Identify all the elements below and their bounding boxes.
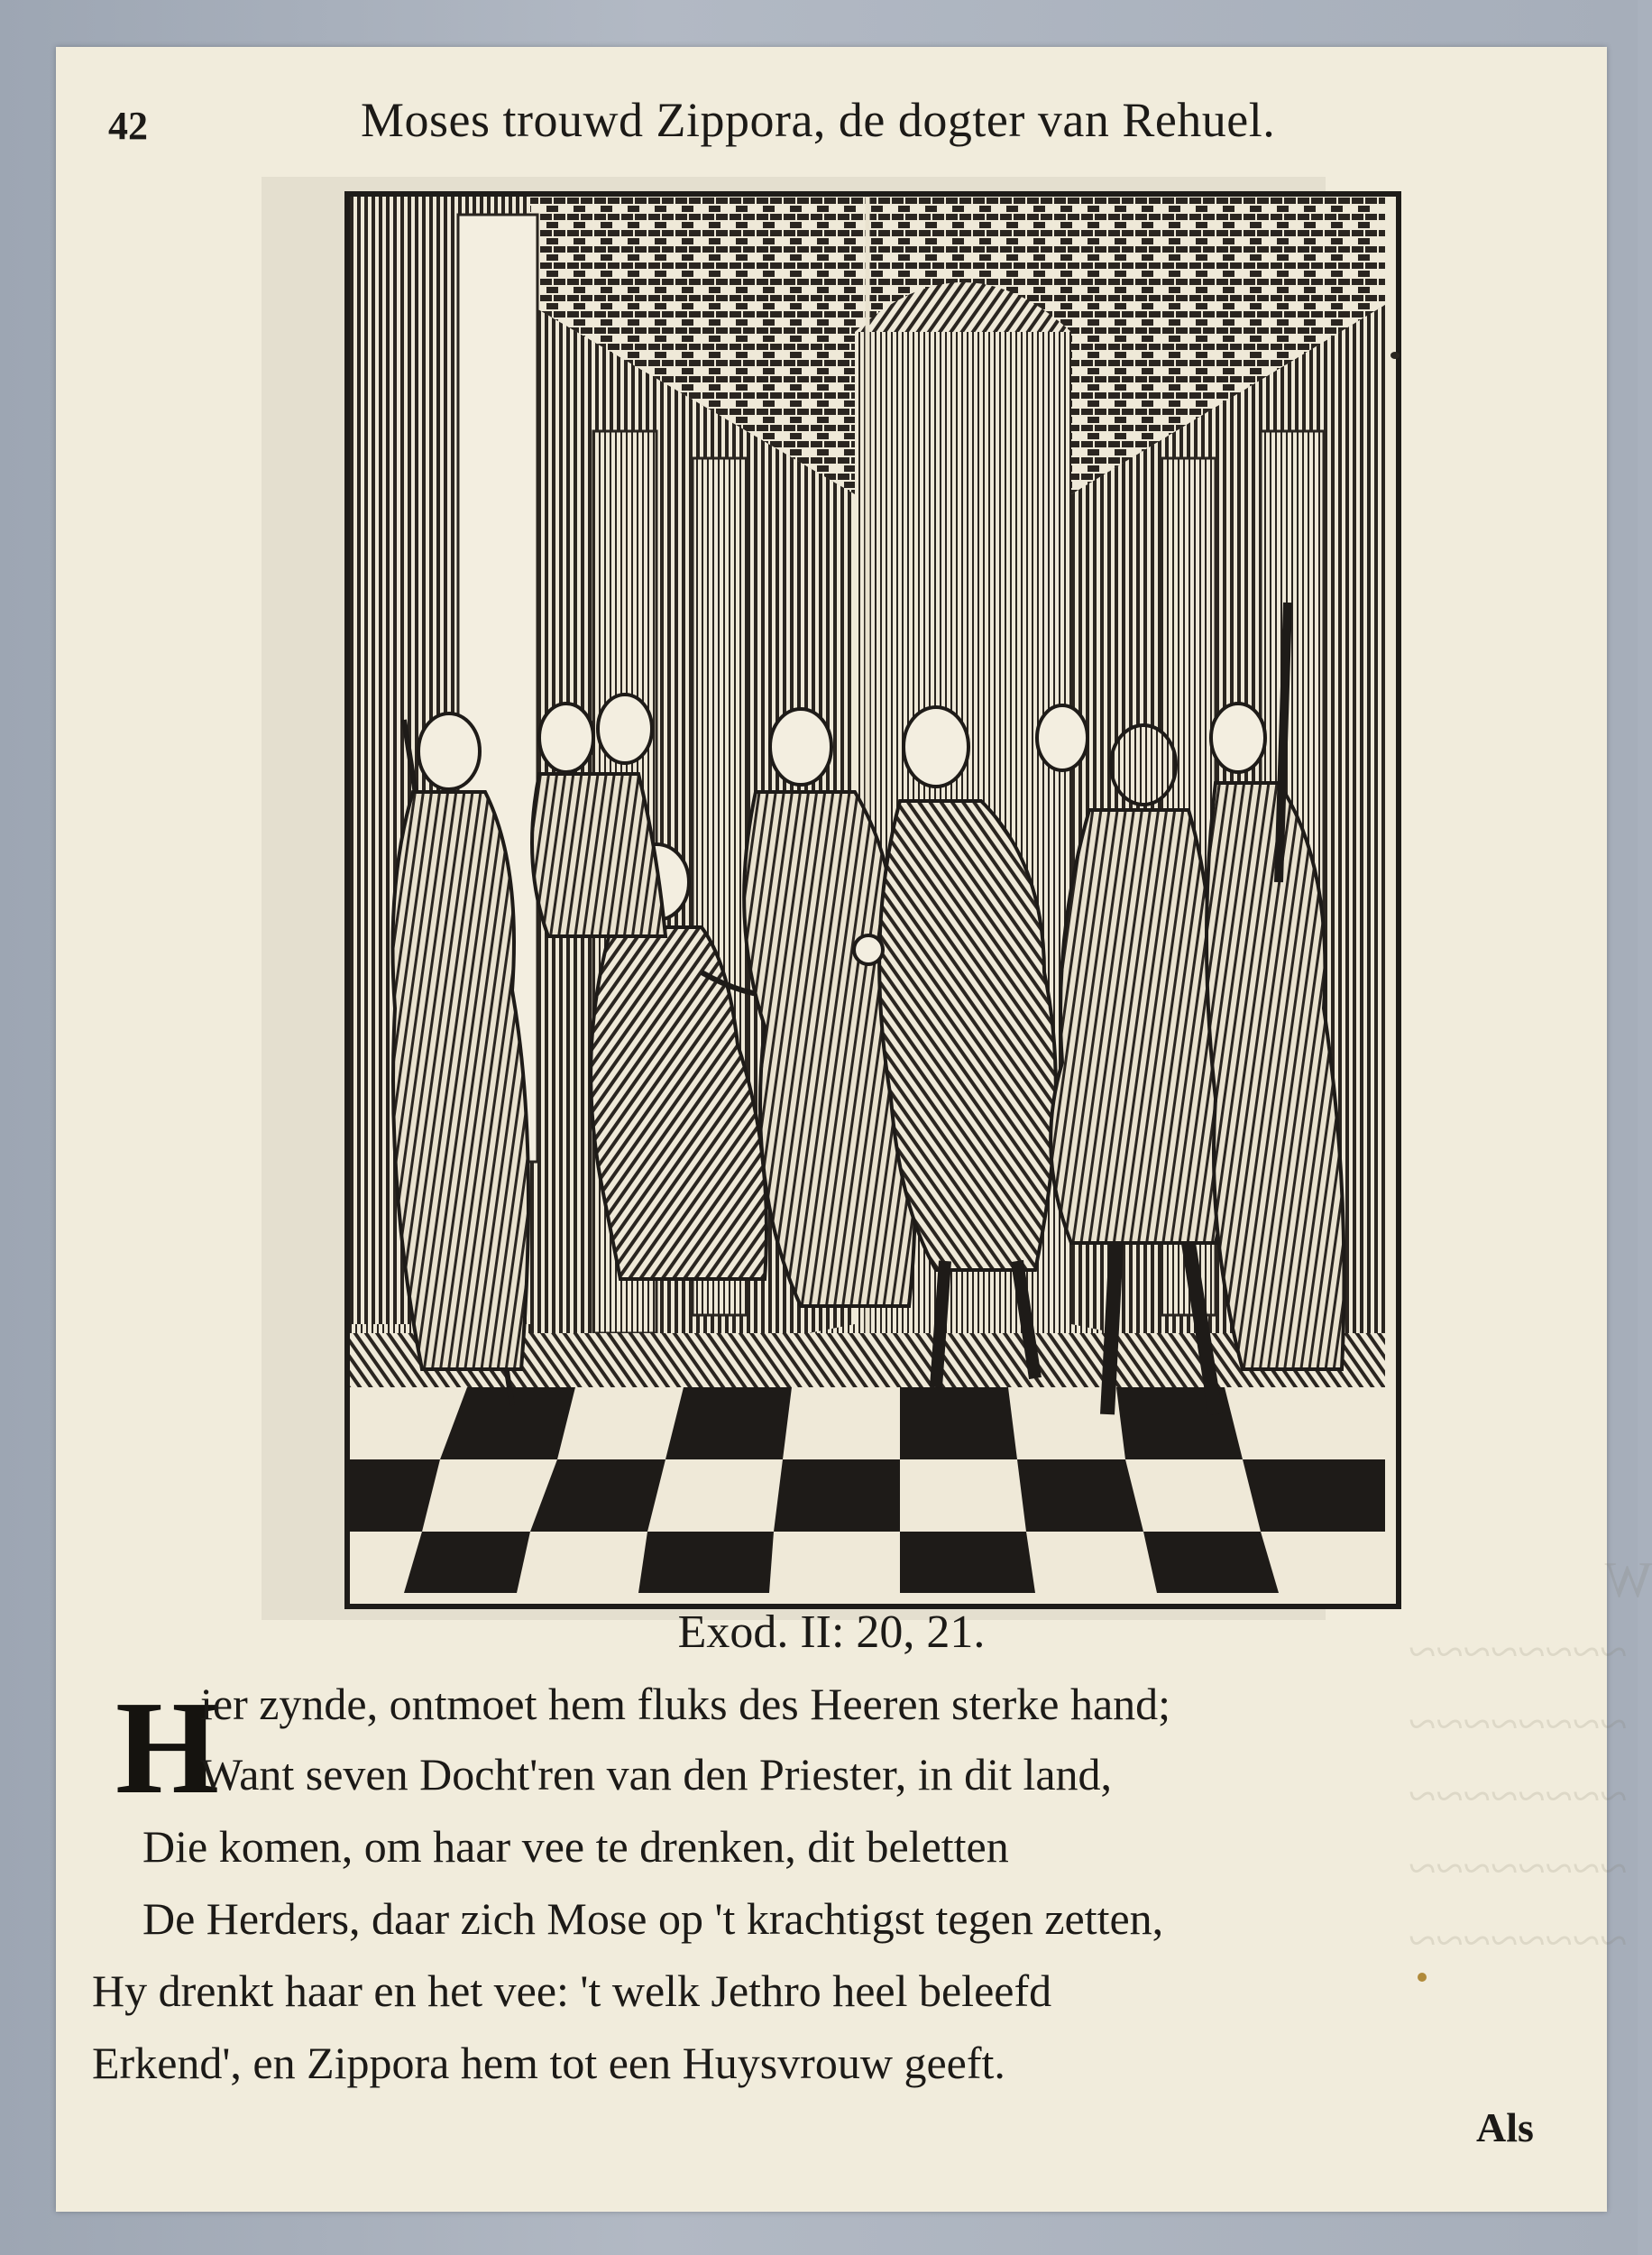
poem-line-2: Want seven Docht'ren van den Priester, in dit land, (200, 1749, 1113, 1799)
poem-line-5: Hy drenkt haar en het vee: 't welk Jethro heel beleefd (92, 1965, 1052, 2016)
poem-line-6: Erkend', en Zippora hem tot een Huysvrouw geeft. (92, 2038, 1005, 2088)
woodcut-engraving-icon (350, 197, 1385, 1593)
woodcut-illustration (344, 191, 1401, 1609)
ink-speck (1418, 1973, 1427, 1982)
poem-line-4: De Herders, daar zich Mose op 't krachtigst tegen zetten, (142, 1893, 1164, 1944)
drop-cap: H (115, 1674, 220, 1822)
bleed-through-text: W ~~~~~~~~ ~~~~~~~~ ~~~~~~~~ ~~~~~~~~ ~~~~~~~~ (1409, 1552, 1652, 1969)
ink-speck (1390, 352, 1400, 359)
catchword: Als (1476, 2104, 1534, 2150)
scripture-reference: Exod. II: 20, 21. (677, 1606, 986, 1658)
poem-line-3: Die komen, om haar vee te drenken, dit beletten (142, 1821, 1009, 1872)
running-title: Moses trouwd Zippora, de dogter van Rehuel. (361, 93, 1276, 147)
poem-line-1: ier zynde, ontmoet hem fluks des Heeren sterke hand; (200, 1679, 1171, 1729)
book-page (56, 47, 1652, 2212)
page-number: 42 (108, 104, 148, 148)
